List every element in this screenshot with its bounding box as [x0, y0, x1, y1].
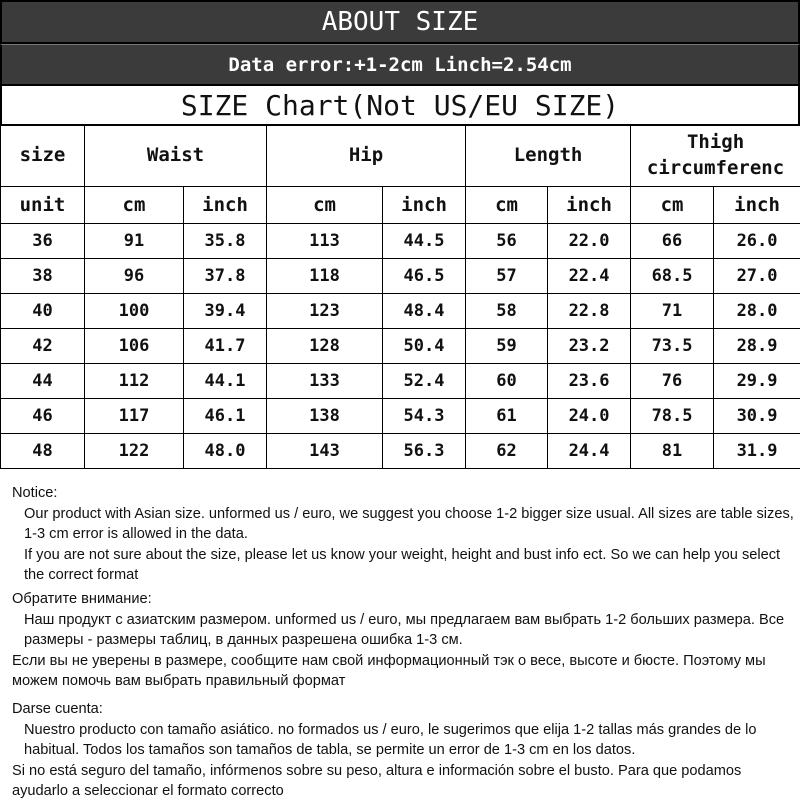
table-row — [1, 399, 800, 434]
unit-label: unit — [1, 187, 85, 224]
unit-cm: cm — [267, 187, 383, 224]
unit-inch: inch — [714, 187, 800, 224]
cell-hip-cm: 128 — [267, 329, 383, 364]
unit-cm: cm — [85, 187, 184, 224]
cell-hip-cm: 113 — [267, 224, 383, 259]
cell-length-cm: 62 — [466, 434, 548, 469]
cell-waist-inch: 35.8 — [184, 224, 267, 259]
cell-hip-cm: 143 — [267, 434, 383, 469]
cell-waist-cm: 100 — [85, 294, 184, 329]
banner-title: ABOUT SIZE — [322, 7, 479, 37]
notice-heading: Darse cuenta: — [12, 699, 797, 720]
notice-paragraph: If you are not sure about the size, please let us know your weight, height and bust info ect. So we can help you select the correct format — [12, 545, 797, 586]
header-length: Length — [466, 126, 631, 187]
cell-waist-cm: 91 — [85, 224, 184, 259]
cell-thigh-cm: 76 — [631, 364, 714, 399]
cell-size: 48 — [1, 434, 85, 469]
cell-waist-inch: 46.1 — [184, 399, 267, 434]
cell-waist-inch: 44.1 — [184, 364, 267, 399]
table-unit-row — [1, 187, 800, 224]
cell-thigh-inch: 30.9 — [714, 399, 800, 434]
cell-thigh-inch: 26.0 — [714, 224, 800, 259]
cell-thigh-cm: 81 — [631, 434, 714, 469]
header-thigh — [631, 126, 800, 187]
cell-hip-cm: 138 — [267, 399, 383, 434]
cell-size: 46 — [1, 399, 85, 434]
cell-length-cm: 57 — [466, 259, 548, 294]
cell-length-inch: 22.8 — [548, 294, 631, 329]
cell-waist-inch: 39.4 — [184, 294, 267, 329]
cell-size: 38 — [1, 259, 85, 294]
cell-thigh-cm: 68.5 — [631, 259, 714, 294]
table-header-row — [1, 126, 800, 187]
notice-paragraph: Si no está seguro del tamaño, infórmenos sobre su peso, altura e información sobre el busto. Para que podamos ayudarlo a seleccionar el formato correcto — [12, 761, 797, 802]
cell-length-inch: 24.4 — [548, 434, 631, 469]
notice-spanish — [12, 699, 797, 802]
notice-paragraph: Наш продукт с азиатским размером. unformed us / euro, мы предлагаем вам выбрать 1-2 больших размера. Все размеры - размеры таблиц, в данных разрешена ошибка 1-3 см. — [12, 610, 797, 651]
cell-waist-cm: 96 — [85, 259, 184, 294]
cell-hip-cm: 118 — [267, 259, 383, 294]
unit-cm: cm — [631, 187, 714, 224]
notice-paragraph: Nuestro producto con tamaño asiático. no formados us / euro, le sugerimos que elija 1-2 tallas más grandes de lo habitual. Todos los tamaños son tamaños de tabla, se permite un error de 1-3 cm en los datos. — [12, 720, 797, 761]
cell-length-inch: 23.2 — [548, 329, 631, 364]
cell-hip-cm: 123 — [267, 294, 383, 329]
cell-size: 42 — [1, 329, 85, 364]
cell-length-cm: 56 — [466, 224, 548, 259]
table-row — [1, 434, 800, 469]
cell-hip-inch: 50.4 — [383, 329, 466, 364]
cell-waist-inch: 48.0 — [184, 434, 267, 469]
about-size-banner — [0, 0, 800, 44]
notice-paragraph: Our product with Asian size. unformed us / euro, we suggest you choose 1-2 bigger size usual. All sizes are table sizes, 1-3 cm error is allowed in the data. — [12, 504, 797, 545]
cell-hip-inch: 52.4 — [383, 364, 466, 399]
cell-thigh-inch: 29.9 — [714, 364, 800, 399]
size-chart-title: SIZE Chart(Not US/EU SIZE) — [0, 86, 800, 126]
cell-length-inch: 22.0 — [548, 224, 631, 259]
unit-inch: inch — [184, 187, 267, 224]
header-thigh-line1: Thigh — [687, 131, 744, 153]
cell-waist-inch: 37.8 — [184, 259, 267, 294]
cell-thigh-cm: 78.5 — [631, 399, 714, 434]
banner-subtitle: Data error:+1-2cm Linch=2.54cm — [228, 54, 571, 76]
header-thigh-line2: circumferenc — [647, 157, 784, 179]
header-waist: Waist — [85, 126, 267, 187]
cell-thigh-cm: 73.5 — [631, 329, 714, 364]
cell-size: 40 — [1, 294, 85, 329]
table-row — [1, 329, 800, 364]
notice-paragraph: Если вы не уверены в размере, сообщите нам свой информационный тэк о весе, высоте и бюсте. Поэтому мы можем помочь вам выбрать правильный формат — [12, 651, 797, 692]
cell-thigh-inch: 28.9 — [714, 329, 800, 364]
data-error-banner — [0, 44, 800, 86]
cell-waist-cm: 122 — [85, 434, 184, 469]
notice-heading: Notice: — [12, 483, 797, 504]
cell-length-cm: 60 — [466, 364, 548, 399]
cell-hip-inch: 46.5 — [383, 259, 466, 294]
cell-hip-inch: 44.5 — [383, 224, 466, 259]
notice-english — [12, 483, 797, 586]
cell-hip-inch: 54.3 — [383, 399, 466, 434]
cell-hip-inch: 56.3 — [383, 434, 466, 469]
size-table — [0, 125, 800, 469]
table-row — [1, 294, 800, 329]
cell-hip-cm: 133 — [267, 364, 383, 399]
table-row — [1, 259, 800, 294]
cell-waist-cm: 106 — [85, 329, 184, 364]
table-row — [1, 224, 800, 259]
cell-thigh-cm: 66 — [631, 224, 714, 259]
header-hip: Hip — [267, 126, 466, 187]
notice-russian — [12, 589, 797, 692]
unit-inch: inch — [548, 187, 631, 224]
cell-thigh-inch: 28.0 — [714, 294, 800, 329]
cell-waist-cm: 117 — [85, 399, 184, 434]
cell-thigh-inch: 31.9 — [714, 434, 800, 469]
cell-hip-inch: 48.4 — [383, 294, 466, 329]
cell-length-inch: 24.0 — [548, 399, 631, 434]
cell-waist-inch: 41.7 — [184, 329, 267, 364]
cell-length-cm: 59 — [466, 329, 548, 364]
cell-length-cm: 58 — [466, 294, 548, 329]
cell-size: 36 — [1, 224, 85, 259]
cell-length-cm: 61 — [466, 399, 548, 434]
cell-length-inch: 22.4 — [548, 259, 631, 294]
cell-thigh-cm: 71 — [631, 294, 714, 329]
cell-length-inch: 23.6 — [548, 364, 631, 399]
cell-thigh-inch: 27.0 — [714, 259, 800, 294]
header-size: size — [1, 126, 85, 187]
cell-size: 44 — [1, 364, 85, 399]
table-row — [1, 364, 800, 399]
notice-heading: Обратите внимание: — [12, 589, 797, 610]
unit-cm: cm — [466, 187, 548, 224]
cell-waist-cm: 112 — [85, 364, 184, 399]
unit-inch: inch — [383, 187, 466, 224]
